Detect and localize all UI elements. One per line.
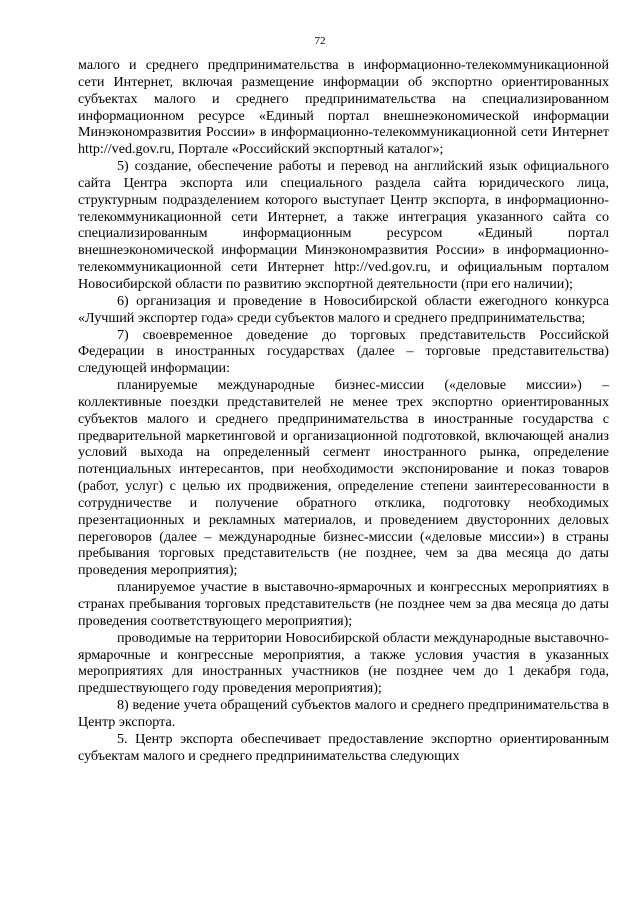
paragraph-item-5: 5) создание, обеспечение работы и перевод на английский язык официального сайта Центра экспорта или специального раздела сайта юридического лица, структурным подразделением которого выступает Центр экспорта, в информационно-телекоммуникационной сети Интернет, а также интеграция указанного сайта со специализированным информационным ресурсом «Единый портал внешнеэкономической информации Минэкономразвития России» в информационно-телекоммуникационной сети Интернет http://ved.gov.ru, и официальным порталом Новосибирской области по развитию экспортной деятельности (при его наличии); <box>78 158 609 292</box>
page-number: 72 <box>314 35 326 47</box>
paragraph-local-events: проводимые на территории Новосибирской области международные выставочно-ярмарочные и конгрессные мероприятия, а также условия участия в указанных мероприятиях для иностранных участников (не позднее чем до 1 декабря года, предшествующего году проведения мероприятия); <box>78 629 609 697</box>
document-body <box>78 57 609 764</box>
paragraph-item-7: 7) своевременное доведение до торговых представительств Российской Федерации в иностранных государствах (далее – торговые представительства) следующей информации: <box>78 326 609 377</box>
paragraph-section-5: 5. Центр экспорта обеспечивает предоставление экспортно ориентированным субъектам малого и среднего предпринимательства следующих <box>78 730 609 764</box>
paragraph-item-8: 8) ведение учета обращений субъектов малого и среднего предпринимательства в Центр экспорта. <box>78 697 609 730</box>
paragraph-business-missions: планируемые международные бизнес-миссии («деловые миссии») – коллективные поездки представителей не менее трех экспортно ориентированных субъектов малого и среднего предпринимательства в иностранные государства с предварительной маркетинговой и организационной подготовкой, включающей анализ условий выхода на определенный сегмент иностранного рынка, определение потенциальных интересантов, при необходимости экспонирование и показ товаров (работ, услуг) с целью их продвижения, определение степени заинтересованности в сотрудничестве и получение обратного отклика, подготовку необходимых презентационных и рекламных материалов, и проведением двусторонних деловых переговоров (далее – международные бизнес-миссии («деловые миссии») в страны пребывания торговых представительств (не позднее, чем за два месяца до даты проведения мероприятия); <box>78 377 609 579</box>
paragraph-item-6: 6) организация и проведение в Новосибирской области ежегодного конкурса «Лучший экспортер года» среди субъектов малого и среднего предпринимательства; <box>78 292 609 326</box>
paragraph-continuation: малого и среднего предпринимательства в информационно-телекоммуникационной сети Интернет, включая размещение информации об экспортно ориентированных субъектах малого и среднего предпринимательства на специализированном информационном ресурсе «Единый портал внешнеэкономической информации Минэкономразвития России» в информационно-телекоммуникационной сети Интернет http://ved.gov.ru, Портале «Российский экспортный каталог»; <box>78 57 609 158</box>
paragraph-exhibition-participation: планируемое участие в выставочно-ярмарочных и конгрессных мероприятиях в странах пребывания торговых представительств (не позднее чем за два месяца до даты проведения соответствующего мероприятия); <box>78 579 609 629</box>
